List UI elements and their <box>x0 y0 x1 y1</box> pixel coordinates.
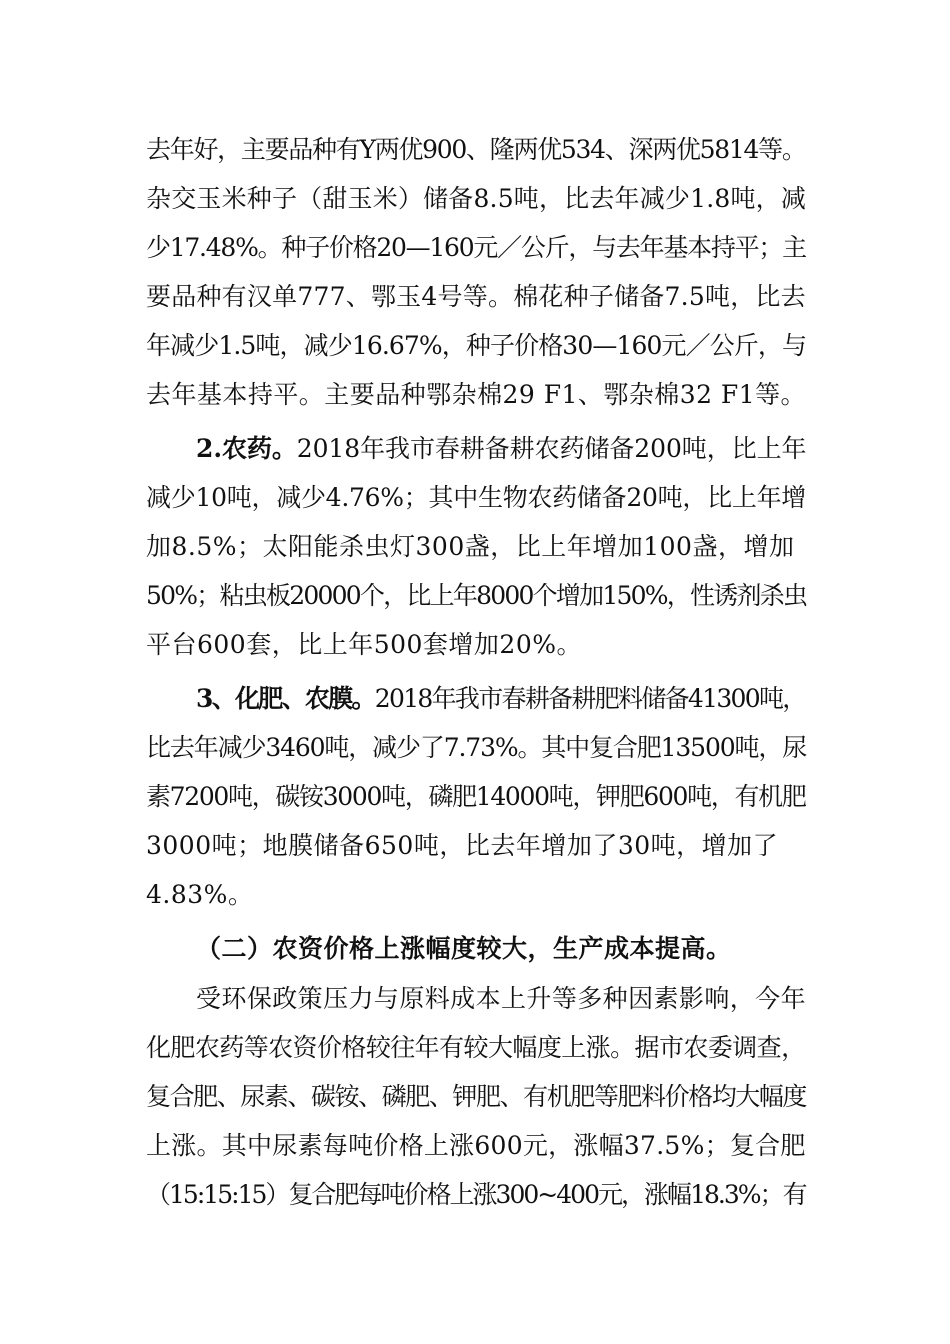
text-line: 要品种有汉单777、鄂玉4号等。棉花种子储备7.5吨，比去 <box>146 282 806 311</box>
text-line: 平台600套，比上年500套增加20%。 <box>146 630 583 659</box>
section-2-text: 2018年我市春耕备耕农药储备200吨，比上年 <box>296 434 807 463</box>
section-2-first-line <box>196 433 806 465</box>
text-line: 去年基本持平。主要品种鄂杂棉29 F1、鄂杂棉32 F1等。 <box>146 380 807 409</box>
text-line: 去年好，主要品种有Y两优900、隆两优534、深两优5814等。 <box>146 135 806 164</box>
text-line: 加8.5%；太阳能杀虫灯300盏，比上年增加100盏，增加 <box>146 532 795 561</box>
section-subheading: （二）农资价格上涨幅度较大，生产成本提高。 <box>196 934 732 963</box>
paragraph-first-line: 受环保政策压力与原料成本上升等多种因素影响，今年 <box>196 984 807 1013</box>
text-line: 年减少1.5吨，减少16.67%，种子价格30—160元／公斤，与 <box>146 331 807 360</box>
text-line: 比去年减少3460吨，减少了7.73%。其中复合肥13500吨，尿 <box>146 733 807 762</box>
section-3-first-line <box>196 683 806 715</box>
text-line: 化肥农药等农资价格较往年有较大幅度上涨。据市农委调查， <box>146 1033 806 1062</box>
text-line: 杂交玉米种子（甜玉米）储备8.5吨，比去年减少1.8吨，减 <box>146 184 807 213</box>
text-line: 3000吨；地膜储备650吨，比去年增加了30吨，增加了 <box>146 831 779 860</box>
text-line: 4.83%。 <box>146 880 254 909</box>
text-line: 50%；粘虫板20000个，比上年8000个增加150%，性诱剂杀虫 <box>146 581 807 610</box>
section-3-heading: 3、化肥、农膜。 <box>196 684 375 713</box>
section-3-text: 2018年我市春耕备耕肥料储备41300吨， <box>374 684 806 713</box>
text-line: 减少10吨，减少4.76%；其中生物农药储备20吨，比上年增 <box>146 483 807 512</box>
text-line: 复合肥、尿素、碳铵、磷肥、钾肥、有机肥等肥料价格均大幅度 <box>146 1082 807 1111</box>
text-line: 上涨。其中尿素每吨价格上涨600元，涨幅37.5%；复合肥 <box>146 1131 806 1160</box>
section-2-heading: 2.农药。 <box>196 434 297 463</box>
text-line: （15:15:15）复合肥每吨价格上涨300~400元，涨幅18.3%；有 <box>146 1180 806 1209</box>
text-line: 素7200吨，碳铵3000吨，磷肥14000吨，钾肥600吨，有机肥 <box>146 782 806 811</box>
text-line: 少17.48%。种子价格20—160元／公斤，与去年基本持平；主 <box>146 233 806 262</box>
